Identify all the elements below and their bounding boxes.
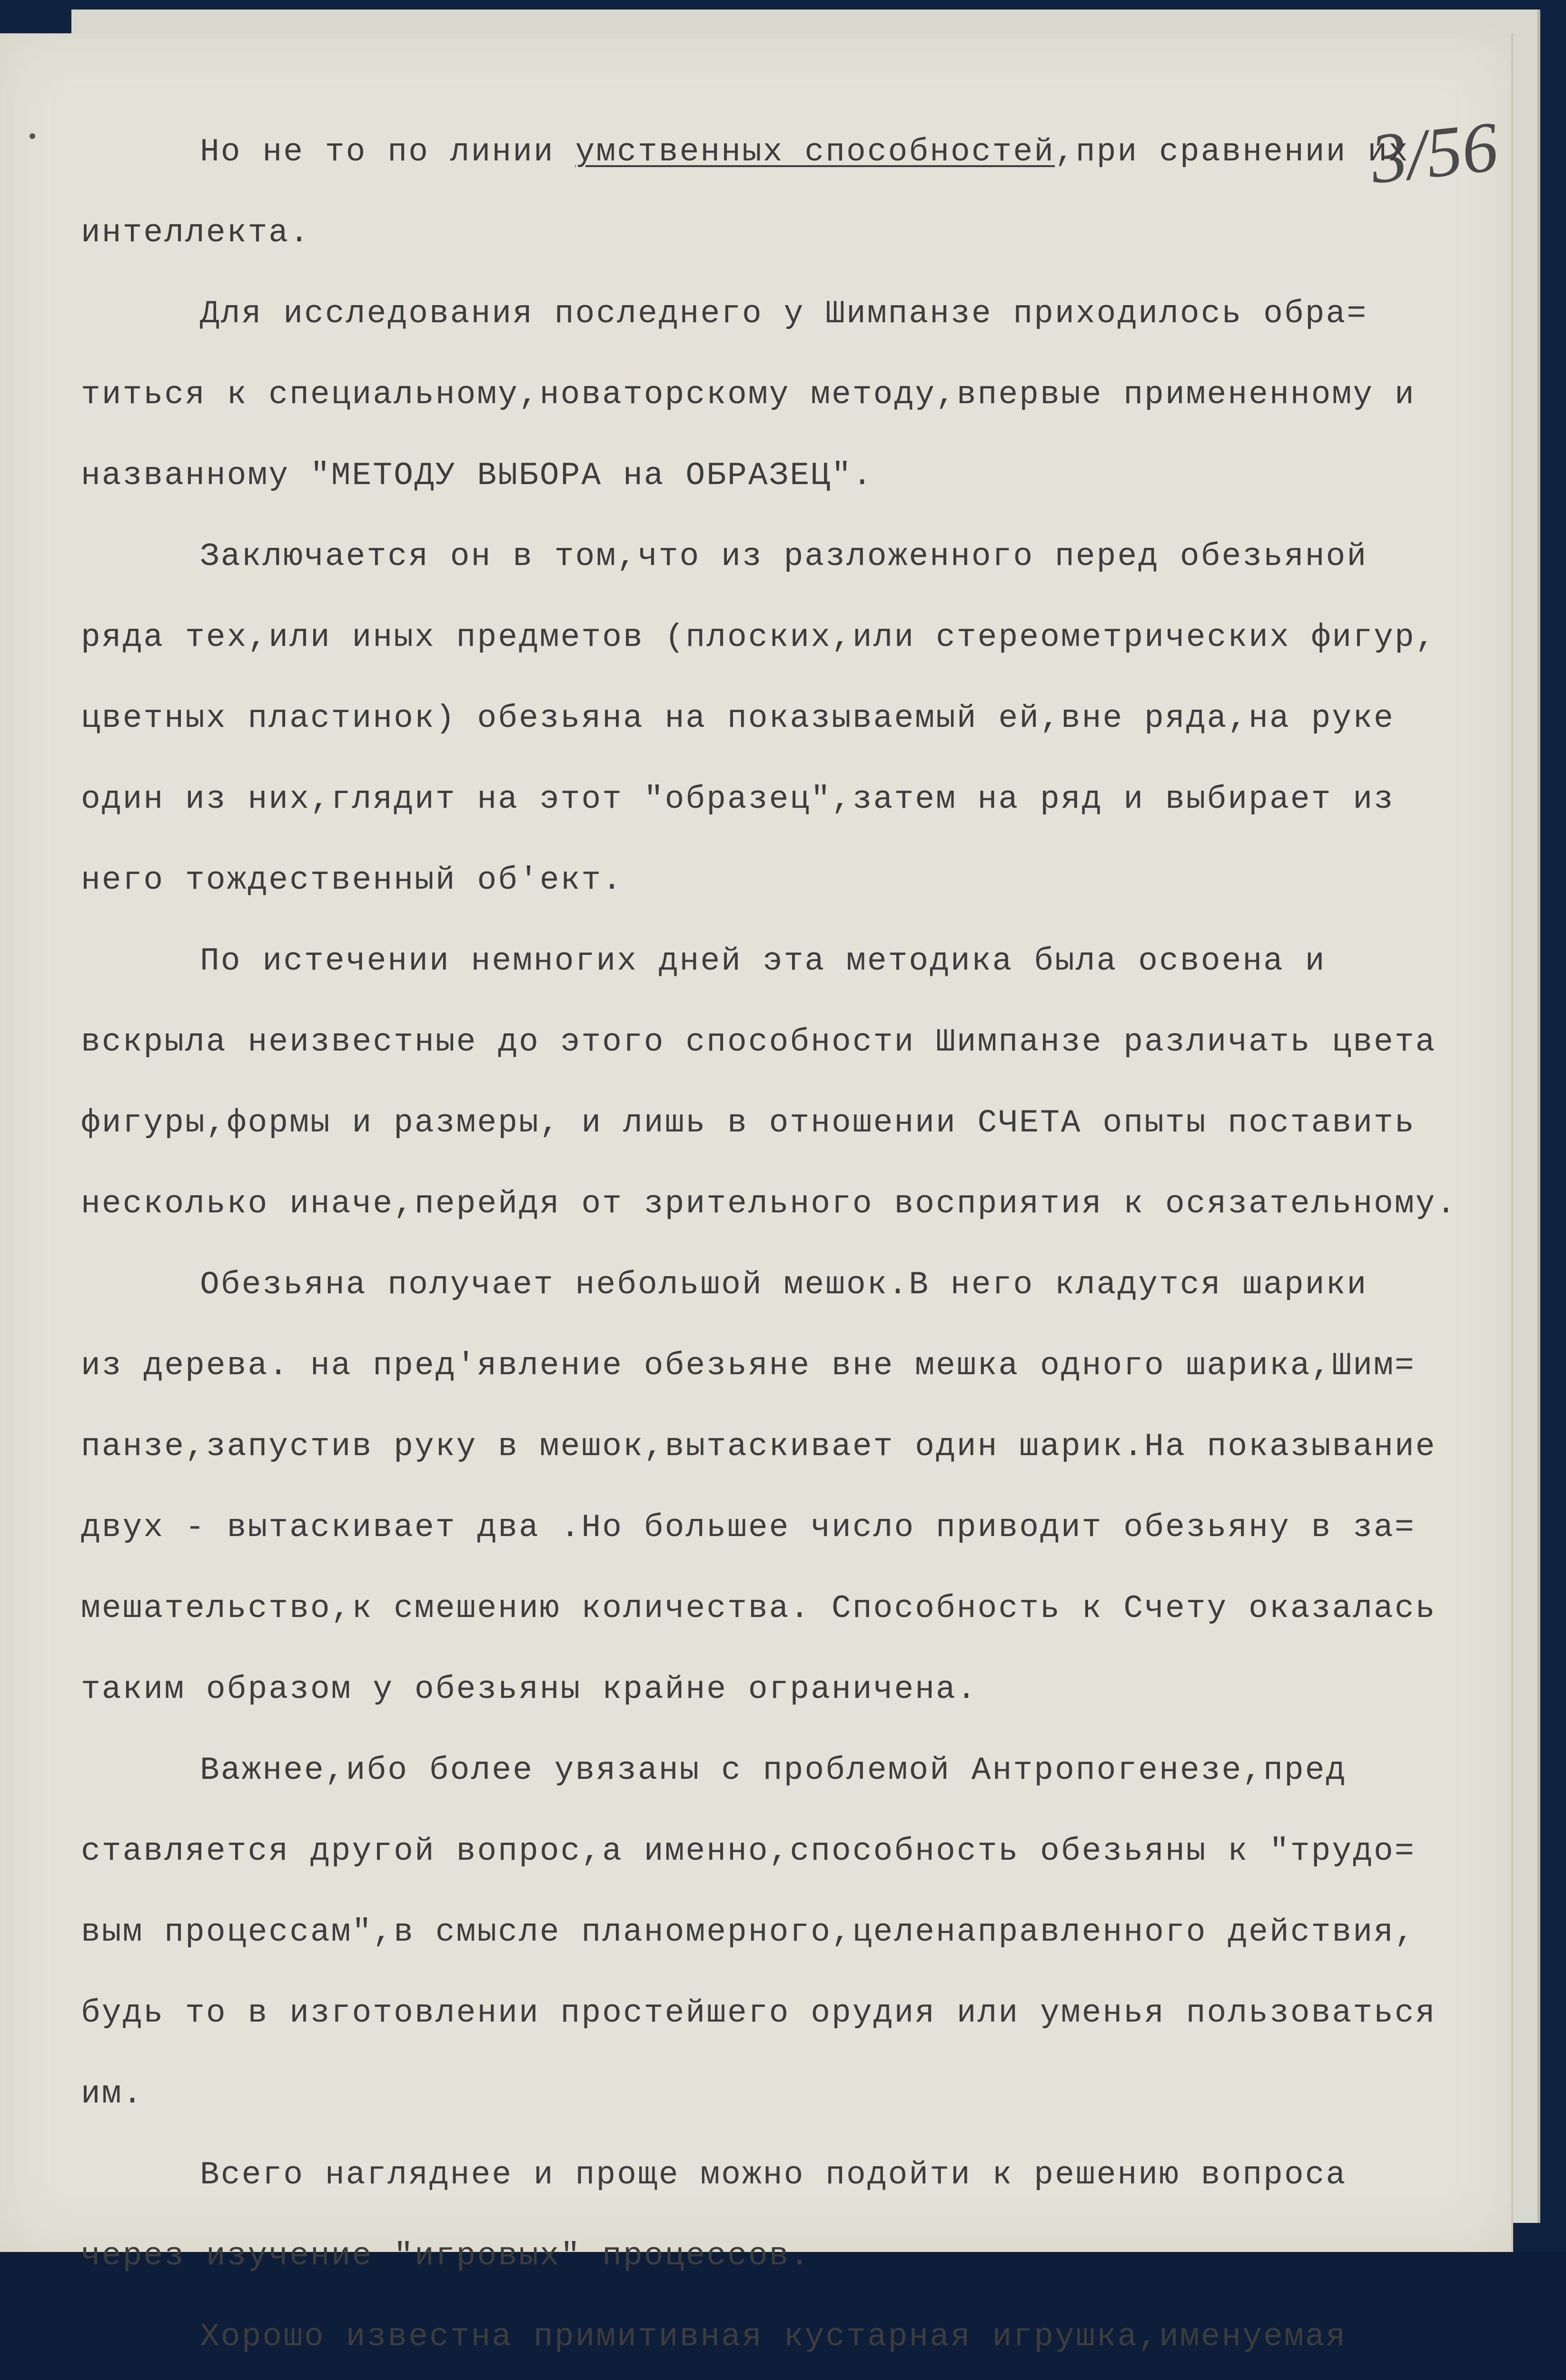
page-number: 3/56: [1367, 107, 1502, 199]
text-line: Обезьяна получает небольшой мешок.В него кладутся шарики: [200, 1267, 1368, 1303]
text-line: один из них,глядит на этот "образец",затем на ряд и выбирает из: [81, 781, 1395, 818]
text-line: титься к специальному,новаторскому методу,впервые примененному и: [81, 377, 1416, 413]
text-line: Хорошо известна примитивная кустарная игрушка,именуемая: [200, 2319, 1347, 2355]
text-line: панзе,запустив руку в мешок,вытаскивает один шарик.На показывание: [81, 1428, 1437, 1465]
text-line: через изучение "игровых" процессов.: [81, 2238, 811, 2274]
text-line: названному "МЕТОДУ ВЫБОРА на ОБРАЗЕЦ".: [81, 457, 873, 494]
text-line: [81, 2378, 1461, 2380]
text-line: несколько иначе,перейдя от зрительного восприятия к осязательному.: [81, 1186, 1457, 1222]
text-line: им.: [81, 2076, 144, 2112]
text-line: цветных пластинок) обезьяна на показываемый ей,вне ряда,на руке: [81, 700, 1395, 737]
text-line: Всего нагляднее и проще можно подойти к решению вопроса: [200, 2157, 1347, 2193]
underlined-phrase: умственных способностей: [575, 134, 1055, 170]
text-line: ряда тех,или иных предметов (плоских,или стереометрических фигур,: [81, 619, 1437, 656]
text-line: По истечении немногих дней эта методика была освоена и: [200, 943, 1326, 980]
page-body: [81, 112, 1461, 2380]
text-line: ставляется другой вопрос,а именно,способность обезьяны к "трудо=: [81, 1833, 1416, 1870]
text-line: из дерева. на пред'явление обезьяне вне мешка одного шарика,Шим=: [81, 1348, 1416, 1384]
text-line: двух - вытаскивает два .Но большее число приводит обезьяну в за=: [81, 1509, 1416, 1546]
text-line: Для исследования последнего у Шимпанзе приходилось обра=: [200, 296, 1368, 332]
text-line: таким образом у обезьяны крайне ограничена.: [81, 1671, 978, 1708]
text-line: Важнее,ибо более увязаны с проблемой Антропогенезе,пред: [200, 1752, 1347, 1789]
text-line: Заключается он в том,что из разложенного перед обезьяной: [200, 538, 1368, 575]
text-line: мешательство,к смешению количества. Способность к Счету оказалась: [81, 1590, 1437, 1627]
text-line: будь то в изготовлении простейшего орудия или уменья пользоваться: [81, 1995, 1437, 2032]
ink-dot: [30, 133, 35, 139]
text-line: вскрыла неизвестные до этого способности Шимпанзе различать цвета: [81, 1024, 1437, 1061]
text-line: него тождественный об'ект.: [81, 862, 623, 899]
text-line-first: [81, 112, 1461, 193]
text-segment: Но не то по линии: [200, 134, 575, 170]
text-line: вым процессам",в смысле планомерного,целенаправленного действия,: [81, 1914, 1416, 1951]
text-line: фигуры,формы и размеры, и лишь в отношении СЧЕТА опыты поставить: [81, 1105, 1416, 1141]
text-line: интеллекта.: [81, 215, 310, 251]
text-segment: ,при сравнении их: [1055, 134, 1409, 170]
typewritten-page: [0, 33, 1513, 2355]
